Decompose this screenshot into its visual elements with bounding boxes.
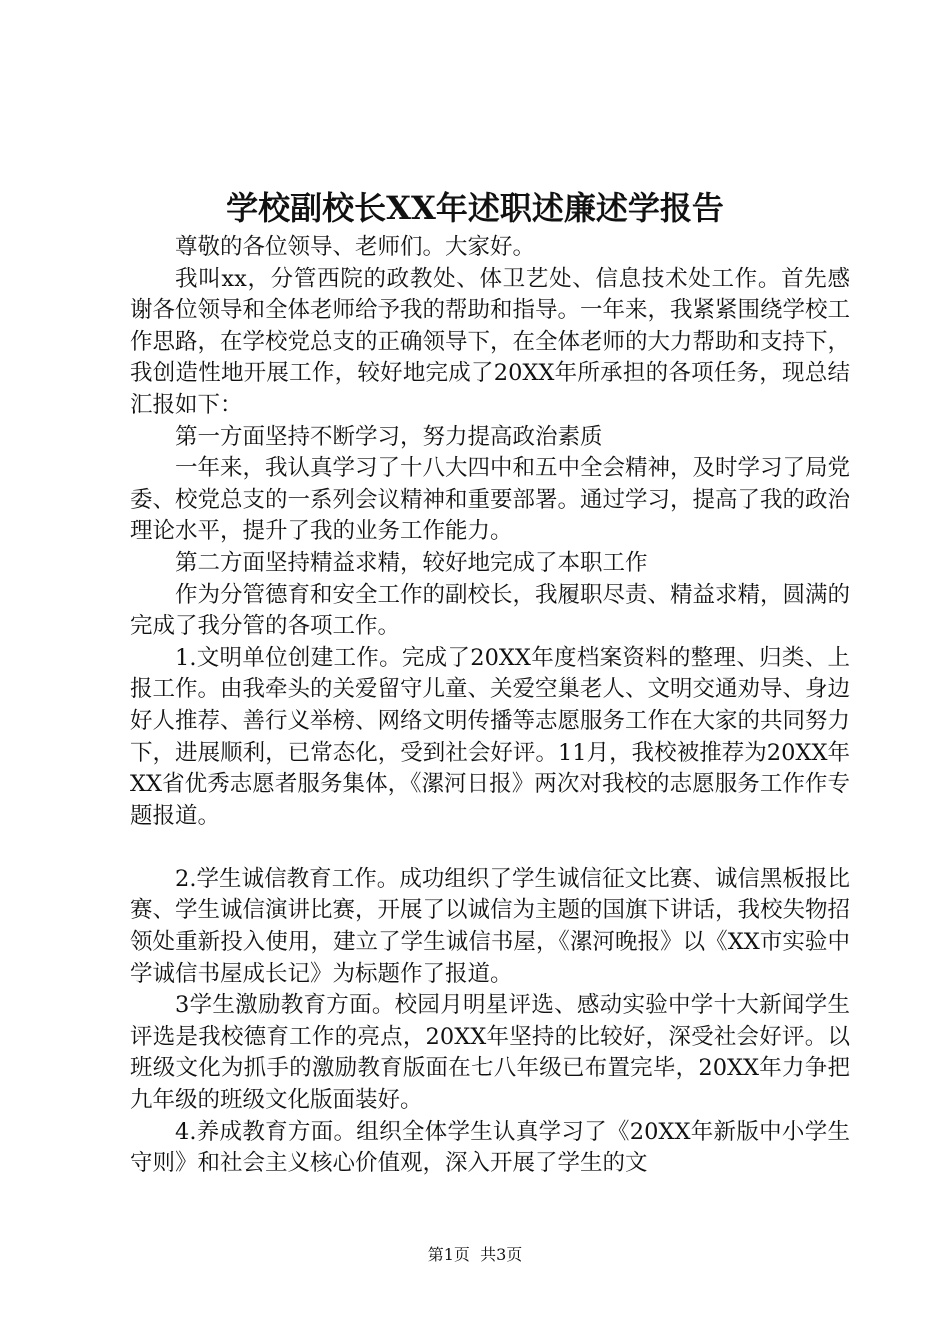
paragraph-item-2: 2.学生诚信教育工作。成功组织了学生诚信征文比赛、诚信黑板报比赛、学生诚信演讲比赛，开展了以诚信为主题的国旗下讲话，我校失物招领处重新投入使用，建立了学生诚信书屋，《漯河晚报》以《XX市实验中学诚信书屋成长记》为标题作了报道。 [130, 865, 851, 987]
paragraph-section-2-body: 作为分管德育和安全工作的副校长，我履职尽责、精益求精，圆满的完成了我分管的各项工作。 [130, 581, 851, 640]
document-body [130, 232, 850, 1180]
page-number-footer: 第1页 共3页 [427, 1245, 523, 1264]
document-title: 学校副校长XX年述职述廉述学报告 [226, 189, 724, 227]
paragraph-item-4: 4.养成教育方面。组织全体学生认真学习了《20XX年新版中小学生守则》和社会主义核心价值观，深入开展了学生的文 [130, 1118, 850, 1177]
paragraph-item-1: 1.文明单位创建工作。完成了20XX年度档案资料的整理、归类、上报工作。由我牵头的关爱留守儿童、关爱空巢老人、文明交通劝导、身边好人推荐、善行义举榜、网络文明传播等志愿服务工作在大家的共同努力下，进展顺利，已常态化，受到社会好评。11月，我校被推荐为20XX年XX省优秀志愿者服务集体，《漯河日报》两次对我校的志愿服务工作作专题报道。 [130, 644, 851, 829]
paragraph-intro: 我叫xx，分管西院的政教处、体卫艺处、信息技术处工作。首先感谢各位领导和全体老师给予我的帮助和指导。一年来，我紧紧围绕学校工作思路，在学校党总支的正确领导下，在全体老师的大力帮助和支持下，我创造性地开展工作，较好地完成了20XX年所承担的各项任务，现总结汇报如下： [130, 265, 851, 418]
paragraph-section-1-heading: 第一方面坚持不断学习，努力提高政治素质 [175, 423, 603, 450]
paragraph-greeting: 尊敬的各位领导、老师们。大家好。 [175, 234, 536, 260]
paragraph-item-3: 3学生激励教育方面。校园月明星评选、感动实验中学十大新闻学生评选是我校德育工作的亮点，20XX年坚持的比较好，深受社会好评。以班级文化为抓手的激励教育版面在七八年级已布置完毕，20XX年力争把九年级的班级文化版面装好。 [130, 992, 850, 1114]
paragraph-section-2-heading: 第二方面坚持精益求精，较好地完成了本职工作 [175, 549, 648, 576]
paragraph-section-1-body: 一年来，我认真学习了十八大四中和五中全会精神，及时学习了局党委、校党总支的一系列会议精神和重要部署。通过学习，提高了我的政治理论水平，提升了我的业务工作能力。 [130, 455, 851, 545]
